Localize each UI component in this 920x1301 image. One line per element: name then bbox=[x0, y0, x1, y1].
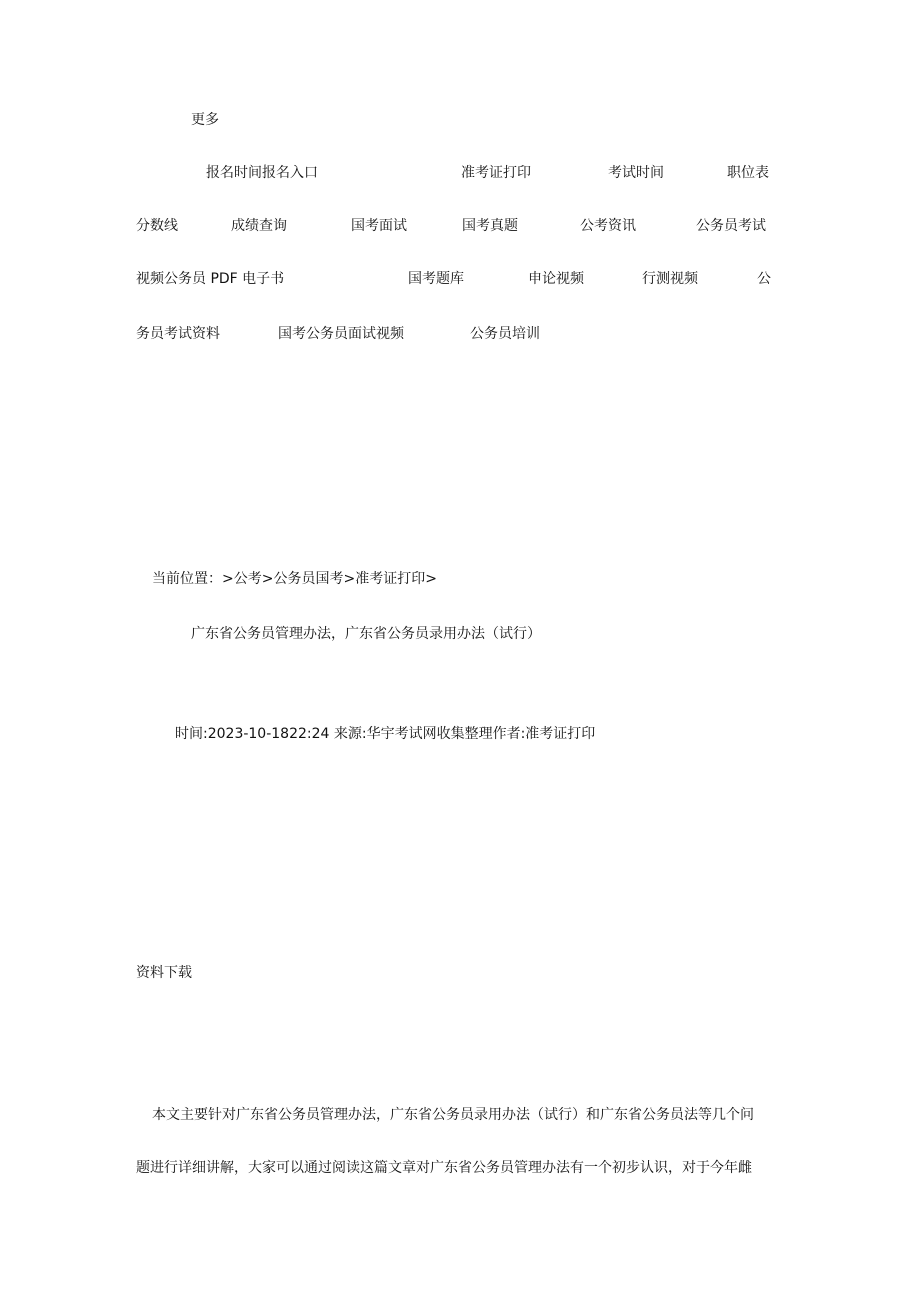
breadcrumb: 当前位置：>公考>公务员国考>准考证打印> bbox=[152, 571, 437, 587]
nav-link-interview[interactable]: 国考面试 bbox=[351, 218, 407, 234]
download-link[interactable]: 资料下载 bbox=[136, 965, 192, 981]
nav-link-interview-video[interactable]: 国考公务员面试视频 bbox=[278, 326, 404, 342]
nav-link-training[interactable]: 公务员培训 bbox=[470, 326, 540, 342]
article-title: 广东省公务员管理办法，广东省公务员录用办法（试行） bbox=[191, 626, 541, 642]
nav-link-position-table[interactable]: 职位表 bbox=[727, 165, 769, 181]
nav-link-exam-materials[interactable]: 务员考试资料 bbox=[136, 326, 220, 342]
nav-link-question-bank[interactable]: 国考题库 bbox=[408, 271, 464, 287]
nav-link-civil-exam[interactable]: 公务员考试 bbox=[696, 218, 766, 234]
nav-link-essay-video[interactable]: 申论视频 bbox=[528, 271, 584, 287]
nav-link-registration[interactable]: 报名时间报名入口 bbox=[206, 165, 318, 181]
article-body-line: 本文主要针对广东省公务员管理办法，广东省公务员录用办法（试行）和广东省公务员法等几个问 bbox=[152, 1107, 754, 1123]
nav-link-score-line[interactable]: 分数线 bbox=[136, 218, 178, 234]
nav-link-video-pdf[interactable]: 视频公务员 PDF 电子书 bbox=[136, 271, 285, 287]
more-link[interactable]: 更多 bbox=[191, 112, 219, 128]
nav-link-admission-ticket[interactable]: 准考证打印 bbox=[461, 165, 531, 181]
nav-link-gong[interactable]: 公 bbox=[757, 271, 771, 287]
nav-link-news[interactable]: 公考资讯 bbox=[580, 218, 636, 234]
article-body-line: 题进行详细讲解，大家可以通过阅读这篇文章对广东省公务员管理办法有一个初步认识，对于今年雌 bbox=[136, 1160, 752, 1176]
nav-link-past-papers[interactable]: 国考真题 bbox=[462, 218, 518, 234]
nav-link-exam-time[interactable]: 考试时间 bbox=[608, 165, 664, 181]
nav-link-aptitude-video[interactable]: 行测视频 bbox=[642, 271, 698, 287]
article-meta: 时间:2023-10-1822:24 来源:华宇考试网收集整理作者:准考证打印 bbox=[175, 726, 596, 742]
nav-link-score-query[interactable]: 成绩查询 bbox=[231, 218, 287, 234]
